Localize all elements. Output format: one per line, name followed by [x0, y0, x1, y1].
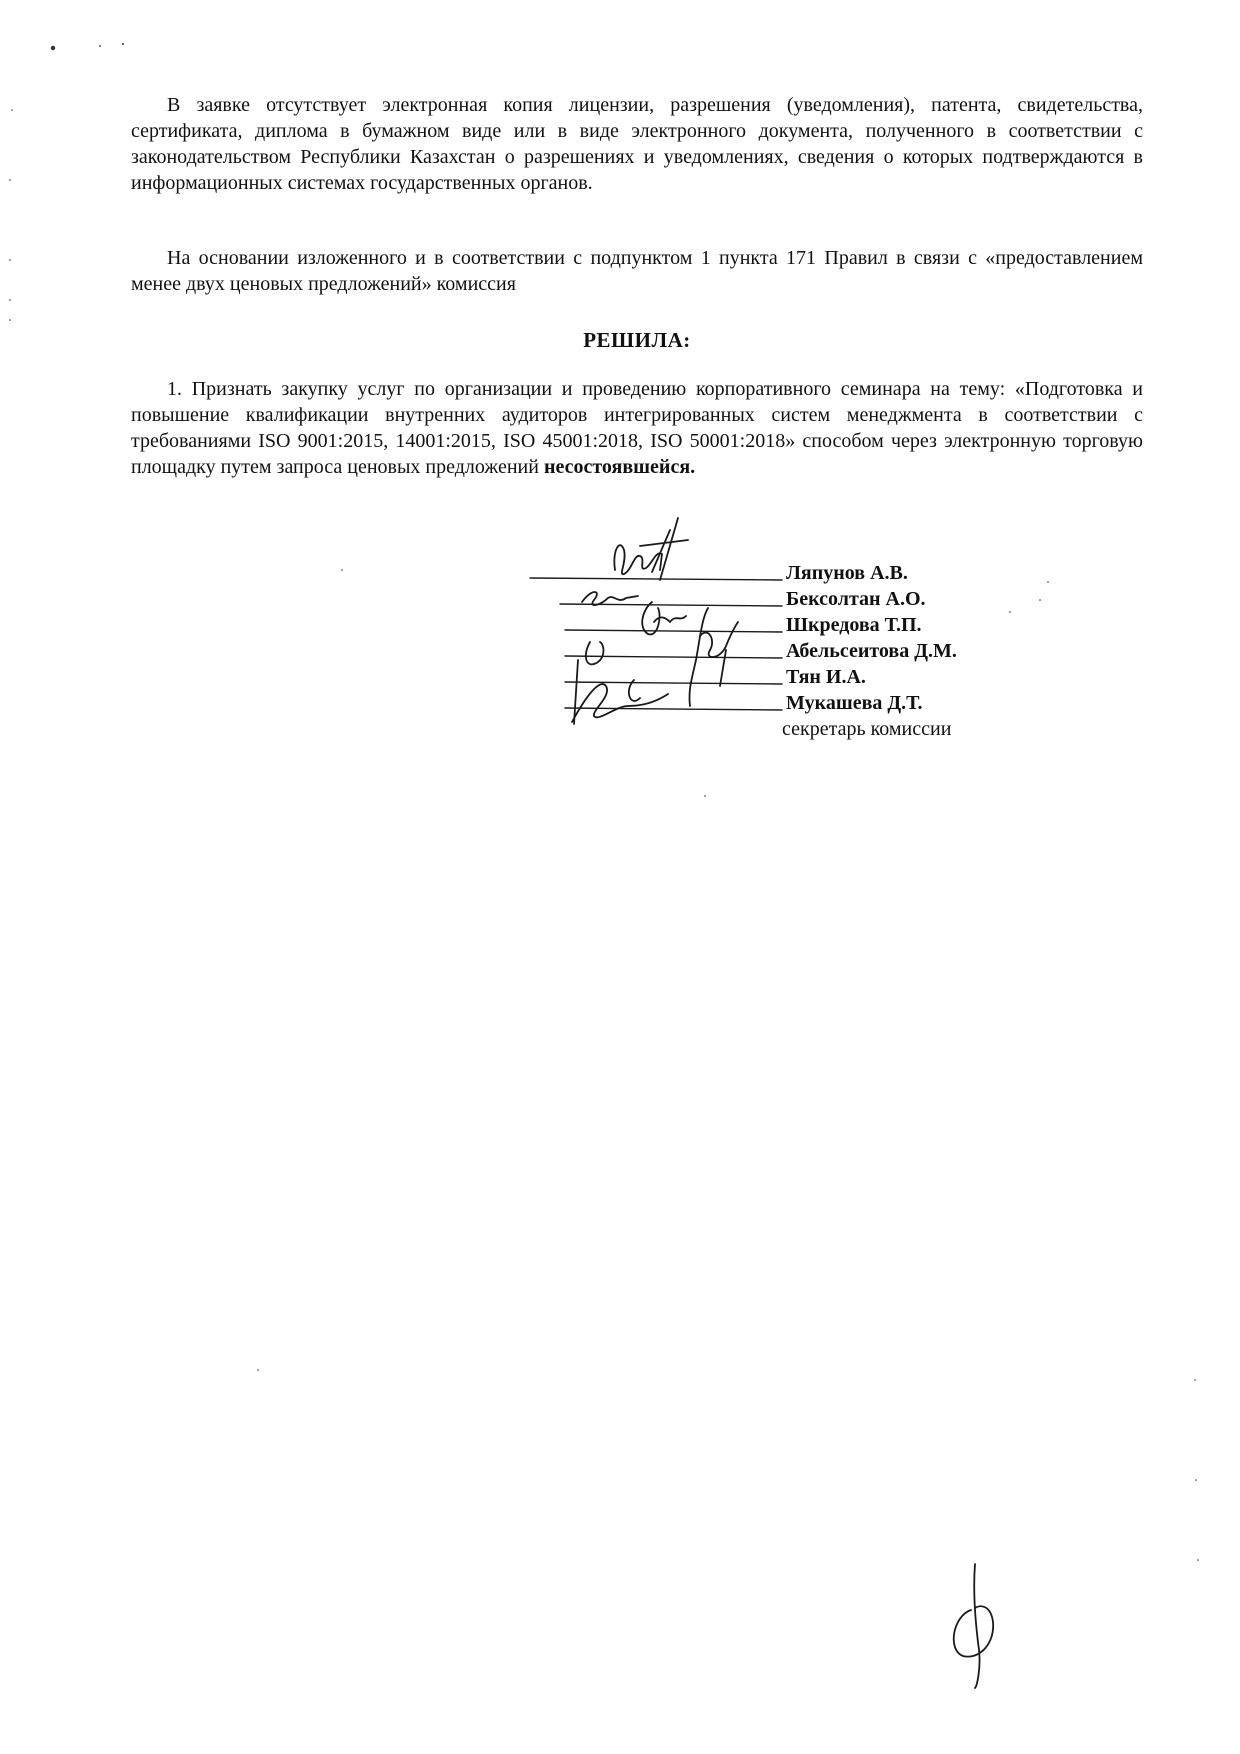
decision-item-1-text: 1. Признать закупку услуг по организации и проведению корпоративного семинара на тему: «Подготовка и повышение квалификации внутренних аудиторов интегрированных систем менеджмента в соответствии с требованиями ISO 9001:2015, 14001:2015, ISO 45001:2018, ISO 50001:2018» способом через электронную торговую площадку путем запроса ценовых предложений [131, 378, 1143, 478]
signature-6-icon [572, 660, 668, 724]
signature-line [530, 578, 782, 580]
initials-mark-icon [945, 1560, 1015, 1690]
signer-name: Бексолтан А.О. [786, 588, 926, 610]
decision-item-1-result: несостоявшейся. [543, 456, 696, 478]
paragraph-basis: На основании изложенного и в соответствии с подпунктом 1 пункта 171 Правил в связи с «предоставлением менее двух ценовых предложений» комиссия [131, 247, 1143, 295]
signer-name: Абельсеитова Д.М. [786, 640, 957, 662]
signer-name: Ляпунов А.В. [786, 562, 908, 584]
signer-name: Мукашева Д.Т. [786, 692, 923, 714]
signature-line [565, 630, 782, 632]
signers-list [782, 560, 957, 742]
signature-line [565, 682, 782, 684]
signature-line [565, 656, 782, 658]
signatures-image [520, 510, 790, 760]
decision-item-1 [131, 376, 1143, 480]
signature-2-icon [582, 592, 638, 605]
decision-heading: РЕШИЛА: [583, 328, 691, 352]
signer-name: Тян И.А. [786, 666, 866, 688]
signature-5-icon [586, 642, 604, 664]
paragraph-missing-license: В заявке отсутствует электронная копия лицензии, разрешения (уведомления), патента, свидетельства, сертификата, диплома в бумажном виде или в виде электронного документа, полученного в соответствии с законодательством Республики Казахстан о разрешениях и уведомлениях, сведения о которых подтверждаются в информационных системах государственных органов. [131, 94, 1143, 194]
signer-name: Шкредова Т.П. [786, 614, 922, 636]
signature-1-icon [614, 518, 688, 580]
signature-3-icon [642, 602, 708, 706]
secretary-role: секретарь комиссии [782, 718, 952, 740]
